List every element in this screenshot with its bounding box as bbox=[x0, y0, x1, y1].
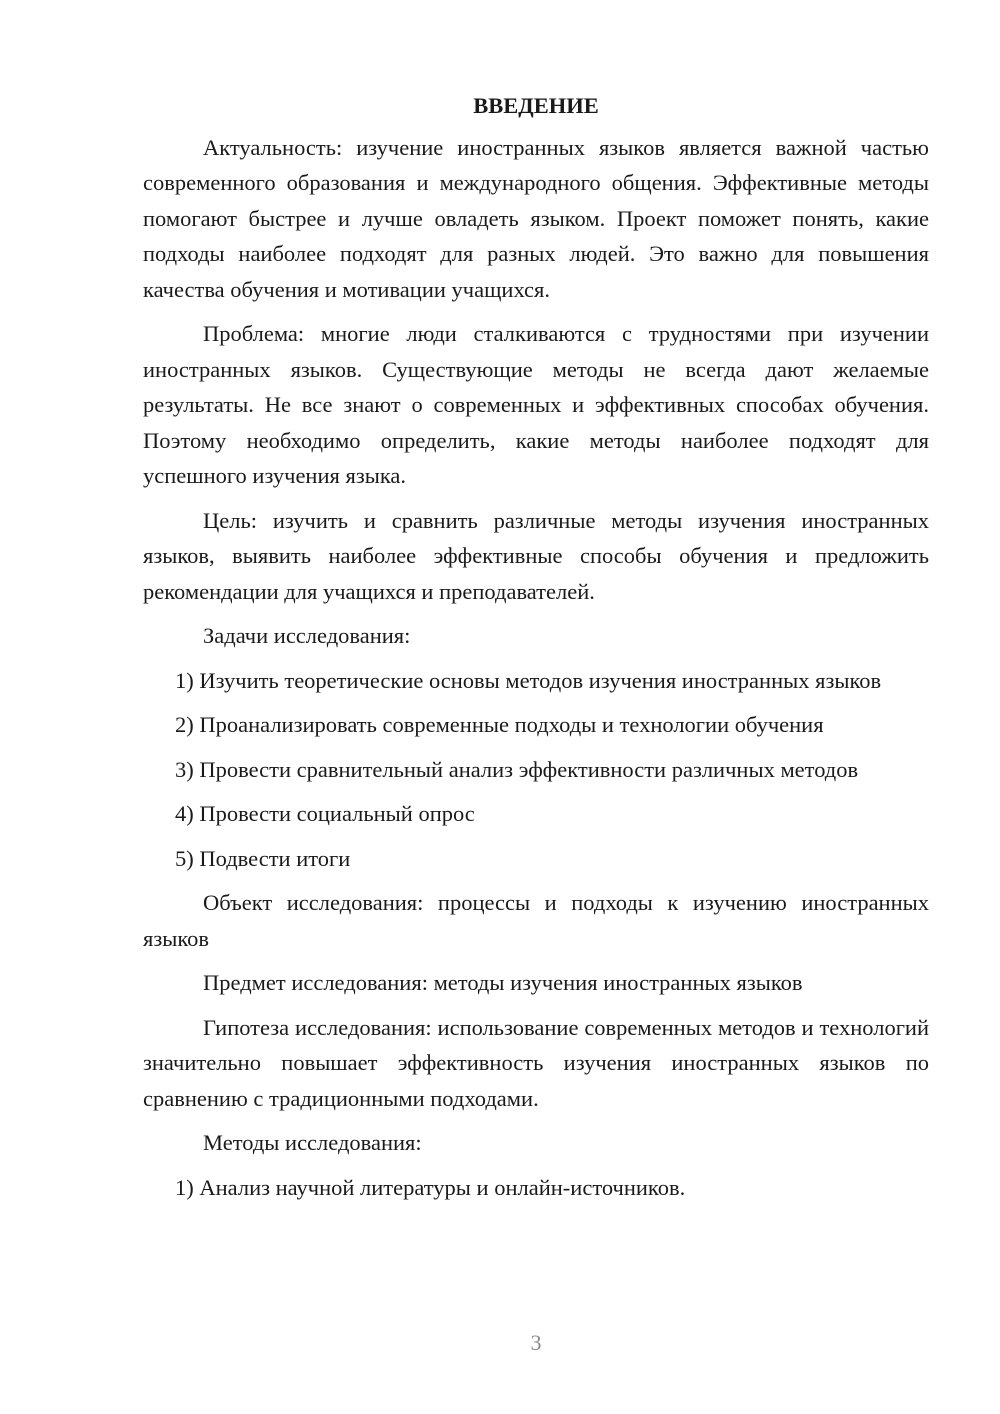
page-title: ВВЕДЕНИЕ bbox=[473, 93, 599, 118]
method-item: 1) Анализ научной литературы и онлайн-источников. bbox=[175, 1174, 686, 1200]
task-item: 3) Провести сравнительный анализ эффективности различных методов bbox=[175, 756, 859, 782]
object-paragraph: Объект исследования: процессы и подходы к изучению иностранных языков bbox=[143, 890, 929, 951]
hypothesis-paragraph: Гипотеза исследования: использование современных методов и технологий значительно повышает эффективность изучения иностранных языков по сравнению с традиционными подходами. bbox=[143, 1014, 929, 1111]
page-number: 3 bbox=[530, 1330, 542, 1355]
task-item: 5) Подвести итоги bbox=[175, 845, 351, 871]
document-page bbox=[143, 88, 929, 1214]
task-item: 1) Изучить теоретические основы методов изучения иностранных языков bbox=[175, 667, 882, 693]
task-item: 2) Проанализировать современные подходы и технологии обучения bbox=[175, 712, 824, 737]
problem-paragraph: Проблема: многие люди сталкиваются с трудностями при изучении иностранных языков. Существующие методы не всегда дают желаемые результаты. Не все знают о современных и эффективных способах обучения. Поэтому необходимо определить, какие методы наиболее подходят для успешного изучения языка. bbox=[143, 321, 929, 488]
goal-paragraph: Цель: изучить и сравнить различные методы изучения иностранных языков, выявить наиболее эффективные способы обучения и предложить рекомендации для учащихся и преподавателей. bbox=[143, 507, 929, 604]
methods-heading: Методы исследования: bbox=[203, 1130, 422, 1155]
tasks-heading: Задачи исследования: bbox=[203, 623, 411, 648]
relevance-paragraph: Актуальность: изучение иностранных языков является важной частью современного образования и международного общения. Эффективные методы помогают быстрее и лучше овладеть языком. Проект поможет понять, какие подходы наиболее подходят для разных людей. Это важно для повышения качества обучения и мотивации учащихся. bbox=[143, 134, 929, 302]
task-item: 4) Провести социальный опрос bbox=[175, 801, 475, 826]
subject-paragraph: Предмет исследования: методы изучения иностранных языков bbox=[203, 970, 803, 995]
